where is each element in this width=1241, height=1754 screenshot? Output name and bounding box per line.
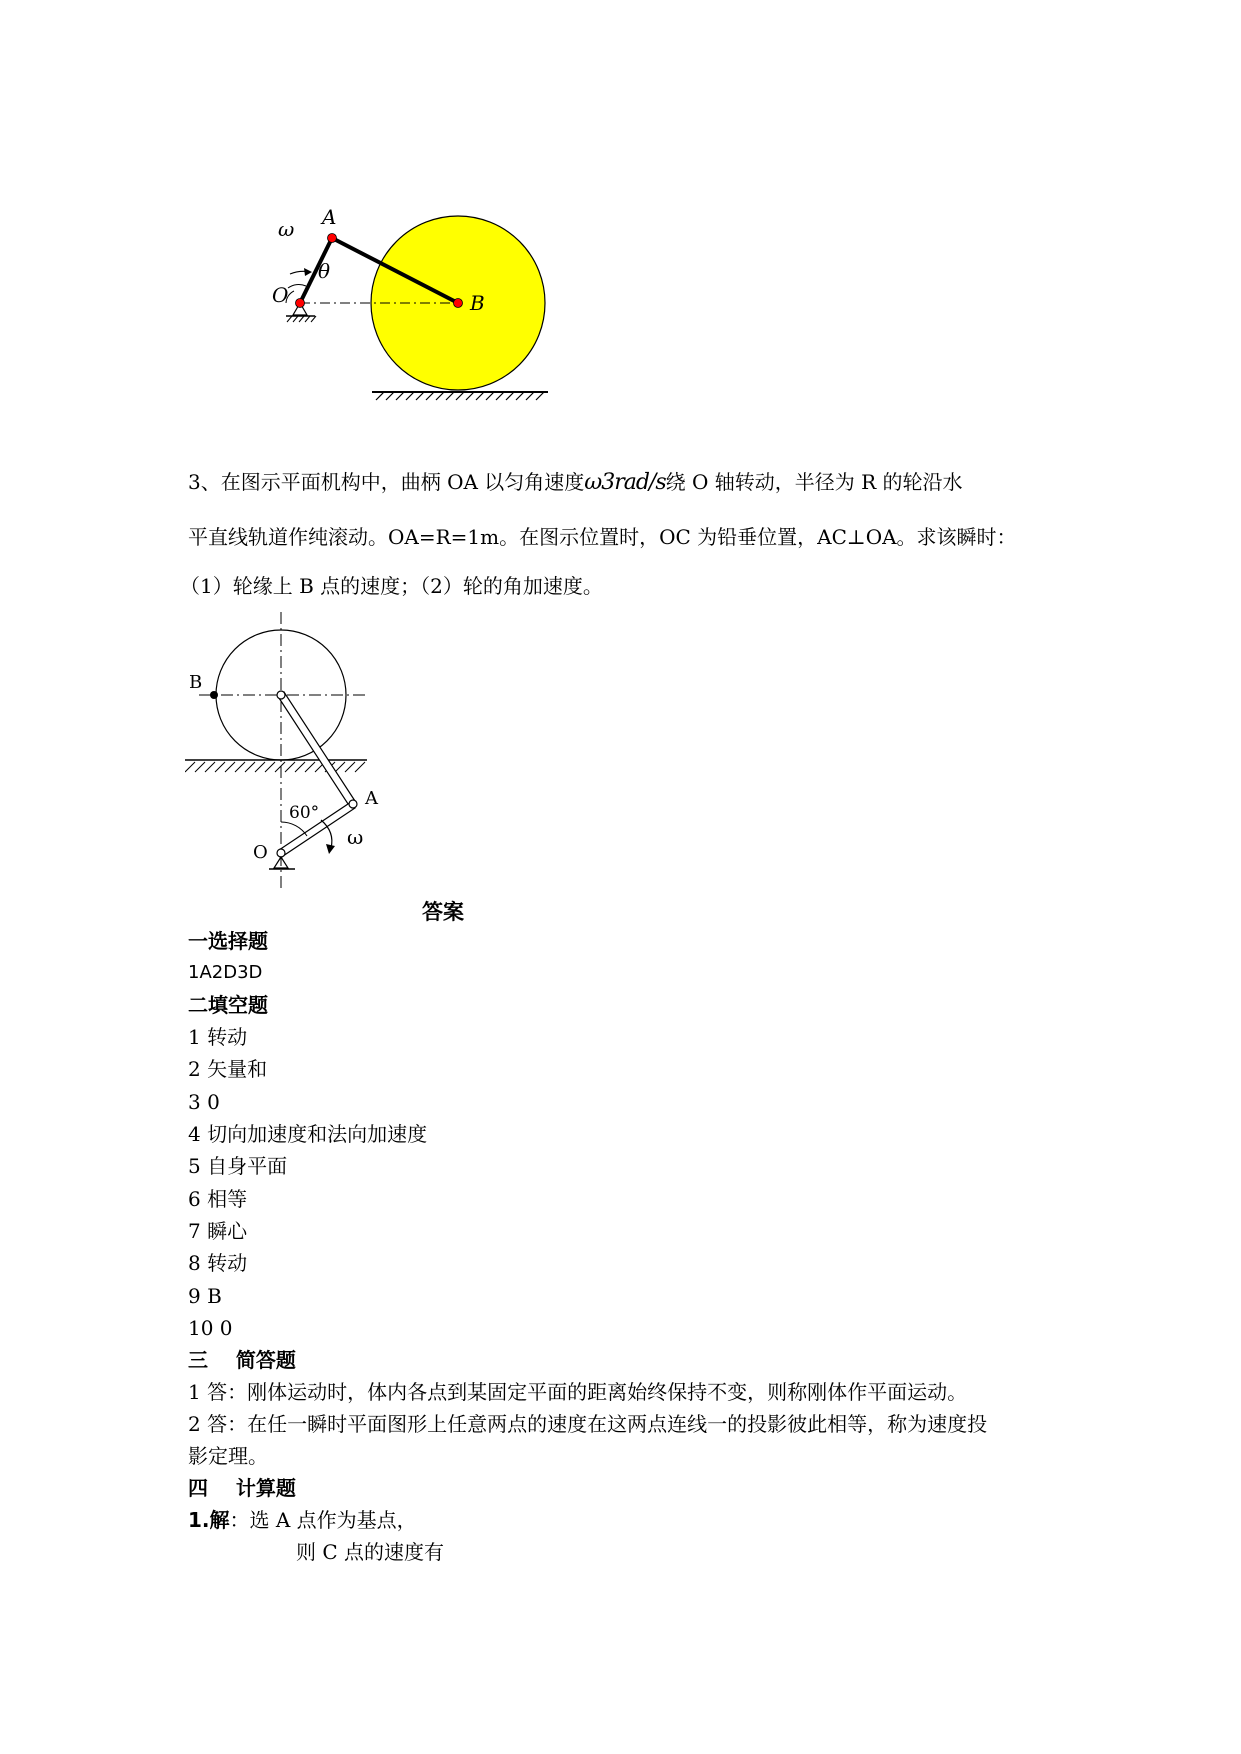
problem3-line3: （1）轮缘上 B 点的速度；（2）轮的角加速度。 (180, 574, 603, 598)
section-choice: 一选择题 (188, 929, 268, 953)
fill-item-8: 8 转动 (188, 1251, 248, 1275)
label-b-2: B (189, 672, 203, 693)
label-omega: ω (278, 217, 295, 241)
fill-item-7: 7 瞬心 (188, 1219, 248, 1243)
label-o-2: O (253, 842, 268, 863)
short-answer-1: 1 答：刚体运动时，体内各点到某固定平面的距离始终保持不变，则称刚体作平面运动。 (188, 1380, 968, 1404)
calc-line-2: 则 C 点的速度有 (296, 1540, 445, 1564)
figure-rolling-wheel (185, 612, 415, 892)
section-short: 三 简答题 (188, 1348, 296, 1372)
label-o: O (272, 283, 289, 307)
calc-line-1 (188, 1507, 417, 1533)
fill-item-2: 2 矢量和 (188, 1057, 268, 1081)
omega-formula-image: ω3rad/s (584, 470, 666, 495)
calc-label: 1.解 (188, 1508, 230, 1532)
problem3-suffix: 绕 O 轴转动，半径为 R 的轮沿水 (665, 470, 963, 494)
fill-item-9: 9 B (188, 1284, 222, 1308)
label-theta: θ (318, 259, 331, 283)
rod-ca (279, 692, 355, 807)
short-answer-2a: 2 答：在任一瞬时平面图形上任意两点的速度在这两点连线一的投影彼此相等，称为速度投 (188, 1412, 988, 1436)
short-answer-2b: 影定理。 (188, 1444, 268, 1468)
fill-item-1: 1 转动 (188, 1025, 248, 1049)
fill-item-5: 5 自身平面 (188, 1154, 288, 1178)
label-omega-2: ω (347, 825, 364, 849)
section-fill: 二填空题 (188, 993, 268, 1017)
fill-item-10: 10 0 (188, 1316, 233, 1340)
problem3-line2: 平直线轨道作纯滚动。OA=R=1m。在图示位置时，OC 为铅垂位置，AC⊥OA。求该瞬时： (188, 525, 1017, 549)
label-60-deg: 60° (289, 803, 320, 823)
section-calc: 四 计算题 (188, 1476, 296, 1500)
point-o (296, 299, 305, 308)
problem3-line1 (188, 469, 1068, 496)
point-b-2 (210, 691, 218, 699)
calc-text: ：选 A 点作为基点， (229, 1508, 417, 1532)
answers-title: 答案 (422, 900, 464, 924)
choice-answers: 1A2D3D (188, 962, 263, 983)
problem3-prefix: 3、在图示平面机构中，曲柄 OA 以匀角速度 (188, 470, 585, 494)
label-a-2: A (365, 788, 378, 809)
label-b: B (470, 291, 485, 315)
point-b (454, 299, 463, 308)
fill-item-3: 3 0 (188, 1090, 220, 1114)
figure-crank-wheel (260, 200, 560, 410)
label-a: A (322, 205, 337, 229)
point-a (328, 234, 337, 243)
fill-item-6: 6 相等 (188, 1187, 248, 1211)
fill-item-4: 4 切向加速度和法向加速度 (188, 1122, 428, 1146)
